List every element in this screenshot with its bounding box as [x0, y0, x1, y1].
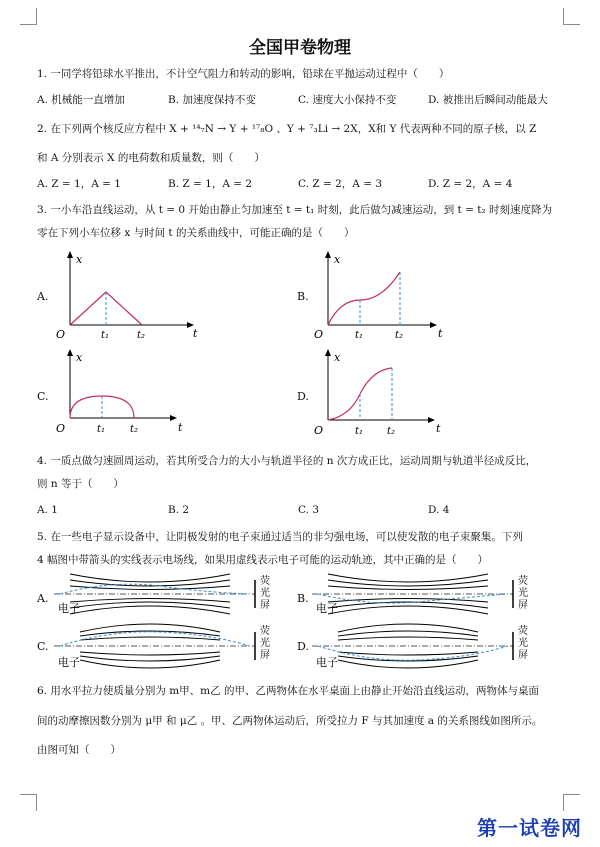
q5a-electron-label: 电子	[58, 602, 80, 615]
q1-option-d: D. 被推出后瞬间动能最大	[428, 94, 548, 106]
q2-stem-line2: 和 A 分别表示 X 的电荷数和质量数，则（ ）	[37, 152, 265, 164]
q3d-origin-label: O	[314, 424, 324, 437]
q3-option-d-label: D.	[297, 390, 309, 403]
q4-option-a: A. 1	[37, 504, 58, 516]
q3c-tick-t1: t₁	[97, 424, 106, 435]
q3-option-a-label: A.	[37, 290, 49, 303]
q5d-screen-label-3: 屏	[518, 650, 528, 661]
q1-option-a: A. 机械能一直增加	[37, 94, 125, 106]
q5b-screen-label-2: 光	[518, 588, 528, 599]
q5-option-c-label: C.	[37, 640, 49, 653]
q5d-screen-label-1: 荧	[518, 626, 528, 637]
q3b-tick-t1: t₁	[355, 330, 364, 340]
q3b-tick-t2: t₂	[395, 330, 404, 340]
q3c-x-axis-label: t	[178, 421, 183, 434]
q3-option-c-label: C.	[37, 390, 49, 403]
q3a-tick-t1: t₁	[101, 330, 110, 340]
q3b-x-axis-label: t	[438, 327, 443, 340]
q1-option-b: B. 加速度保持不变	[168, 94, 256, 106]
q5-stem-line2: 4 幅图中带箭头的实线表示电场线，如果用虚线表示电子可能的运动轨迹，其中正确的是（ ）	[37, 554, 489, 566]
q5-figure-d	[308, 622, 533, 670]
q5b-screen-label-1: 荧	[518, 576, 528, 587]
q2-option-d: D. Z = 2，A = 4	[428, 178, 513, 190]
q3d-x-axis-label: t	[436, 422, 441, 435]
q1-option-c: C. 速度大小保持不变	[298, 94, 397, 106]
q3c-origin-label: O	[56, 422, 66, 435]
q5-stem-line1: 5. 在一些电子显示设备中，让阴极发射的电子束通过适当的非匀强电场，可以使发散的电子束聚集。下列	[37, 531, 523, 543]
q3-stem-line2: 零在下列小车位移 x 与时间 t 的关系曲线中，可能正确的是（ ）	[37, 227, 355, 239]
q3-stem-line1: 3. 一小车沿直线运动，从 t = 0 开始由静止匀加速至 t = t₁ 时刻，此后做匀减速运动，到 t = t₂ 时刻速度降为	[37, 204, 552, 216]
q5-figure-a	[50, 572, 275, 620]
q5c-screen-label-1: 荧	[260, 626, 270, 637]
page-corner-mark	[563, 8, 580, 25]
q3-option-b-label: B.	[297, 290, 309, 303]
page-title: 全国甲卷物理	[249, 38, 351, 58]
q4-option-c: C. 3	[298, 504, 320, 516]
q5b-screen-label-3: 屏	[518, 600, 528, 611]
q5d-electron-label: 电子	[316, 656, 338, 669]
q3-graph-c	[52, 348, 202, 438]
q3a-y-axis-label: x	[76, 253, 83, 266]
q6-stem-line3: 由图可知（ ）	[37, 744, 121, 756]
q6-stem-line2: 间的动摩擦因数分别为 μ甲 和 μ乙 。甲、乙两物体运动后，所受拉力 F 与其加速度 a 的关系图线如图所示。	[37, 715, 543, 727]
q6-stem-line1: 6. 用水平拉力使质量分别为 m甲、m乙 的甲、乙两物体在水平桌面上由静止开始沿直线运动，两物体与桌面	[37, 685, 539, 697]
q3c-y-axis-label: x	[76, 351, 83, 364]
q2-stem-line1: 2. 在下列两个核反应方程中 X + ¹⁴₇N → Y + ¹⁷₈O 、Y + ⁷₃Li → 2X，X和 Y 代表两种不同的原子核，以 Z	[37, 123, 537, 135]
q2-option-b: B. Z = 1，A = 2	[168, 178, 253, 190]
q3-graph-d	[310, 348, 460, 438]
q3-graph-b	[310, 250, 460, 340]
q3d-tick-t2: t₂	[387, 426, 396, 437]
q3-graph-a	[52, 250, 202, 340]
q5a-screen-label-2: 光	[260, 588, 270, 599]
q2-option-c: C. Z = 2，A = 3	[298, 178, 383, 190]
page-corner-mark	[20, 8, 37, 25]
q5-option-b-label: B.	[297, 592, 309, 605]
q5c-screen-label-2: 光	[260, 638, 270, 649]
q3d-y-axis-label: x	[334, 351, 341, 364]
q4-stem-line2: 则 n 等于（ ）	[37, 478, 124, 490]
q5-option-d-label: D.	[297, 640, 309, 653]
page-corner-mark	[563, 794, 580, 811]
q5-option-a-label: A.	[37, 592, 49, 605]
q1-stem: 1. 一同学将铅球水平推出，不计空气阻力和转动的影响，铅球在平抛运动过程中（ ）	[37, 68, 450, 80]
q5-figure-c	[50, 622, 275, 670]
q5d-screen-label-2: 光	[518, 638, 528, 649]
q5c-screen-label-3: 屏	[260, 650, 270, 661]
q3b-origin-label: O	[314, 328, 324, 340]
q5a-screen-label-3: 屏	[260, 600, 270, 611]
q3d-tick-t1: t₁	[355, 426, 364, 437]
q4-option-d: D. 4	[428, 504, 450, 516]
q2-option-a: A. Z = 1，A = 1	[37, 178, 121, 190]
q3b-y-axis-label: x	[334, 253, 341, 266]
q5c-electron-label: 电子	[58, 656, 80, 669]
watermark-logo: 第一试卷网	[477, 816, 582, 840]
q3a-x-axis-label: t	[193, 327, 198, 340]
q4-stem-line1: 4. 一质点做匀速圆周运动，若其所受合力的大小与轨道半径的 n 次方成正比，运动周期与轨道半径成反比，	[37, 455, 537, 467]
q5a-screen-label-1: 荧	[260, 576, 270, 587]
q4-option-b: B. 2	[168, 504, 190, 516]
q5b-electron-label: 电子	[316, 602, 338, 615]
q5-figure-b	[308, 572, 533, 620]
q3a-origin-label: O	[56, 328, 66, 340]
q3a-tick-t2: t₂	[137, 330, 146, 340]
q3c-tick-t2: t₂	[130, 424, 139, 435]
page-corner-mark	[20, 794, 37, 811]
